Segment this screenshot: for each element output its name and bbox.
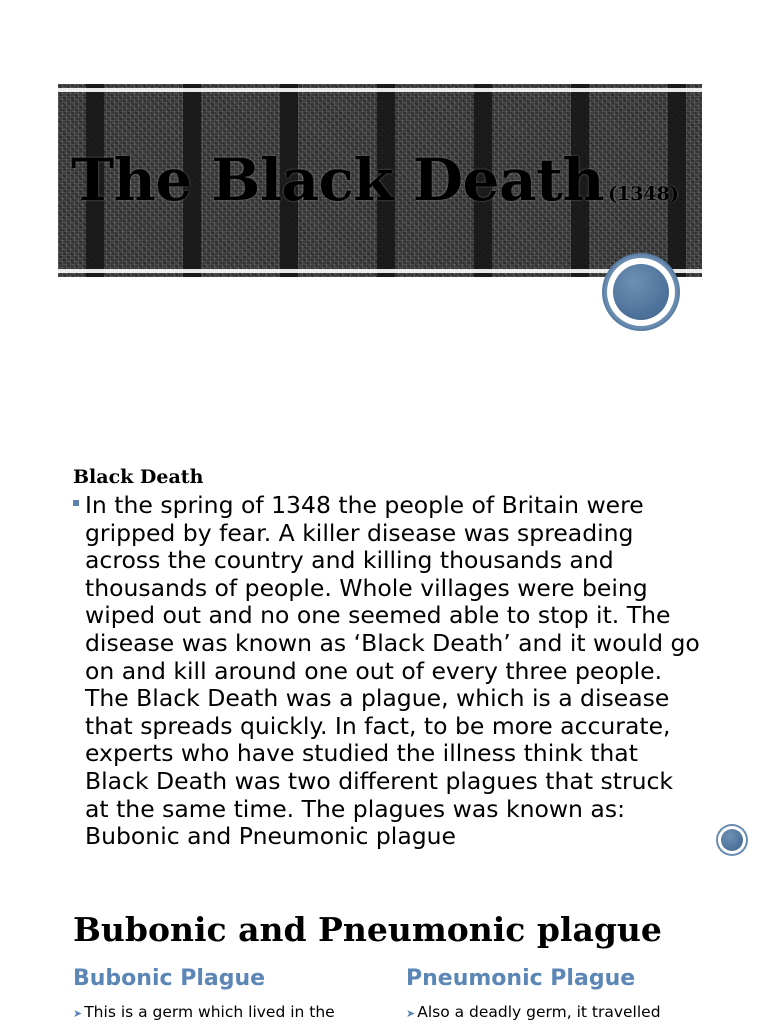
arrow-bullet-icon: ➤ <box>73 1007 83 1020</box>
bubonic-text-block <box>73 1003 363 1023</box>
slide-title-year: (1348) <box>608 183 679 205</box>
banner-bottom-border <box>58 269 702 273</box>
bubonic-heading: Bubonic Plague <box>73 966 266 991</box>
text-slide <box>0 448 768 866</box>
circle-badge-small-icon <box>718 826 746 854</box>
plague-slide-title: Bubonic and Pneumonic plague <box>73 910 662 949</box>
arrow-bullet-icon: ➤ <box>406 1007 416 1020</box>
text-slide-bullet: In the spring of 1348 the people of Britain were gripped by fear. A killer disease was spreading across the country and killing thousands and thousands of people. Whole villages were being wiped out and no one seemed able to stop it. The disease was known as ‘Black Death’ and it would go on and kill around one out of every three people. The Black Death was a plague, which is a disease that spreads quickly. In fact, to be more accurate, experts who have studied the illness think that Black Death was two different plagues that struck at the same time. The plagues was known as: Bubonic and Pneumonic plague <box>85 491 700 851</box>
banner-top-border <box>58 88 702 92</box>
title-banner <box>58 84 702 277</box>
pneumonic-text-block <box>406 1003 696 1023</box>
text-slide-body <box>73 492 703 851</box>
bubonic-text: This is a germ which lived in the <box>84 1003 335 1021</box>
square-bullet-icon <box>73 500 79 506</box>
slide-title <box>71 146 679 214</box>
circle-badge-icon <box>607 258 675 326</box>
slide-title-text: The Black Death <box>71 146 604 214</box>
pneumonic-text: Also a deadly germ, it travelled <box>417 1003 661 1021</box>
pneumonic-heading: Pneumonic Plague <box>406 966 636 991</box>
text-slide-heading: Black Death <box>73 466 204 488</box>
